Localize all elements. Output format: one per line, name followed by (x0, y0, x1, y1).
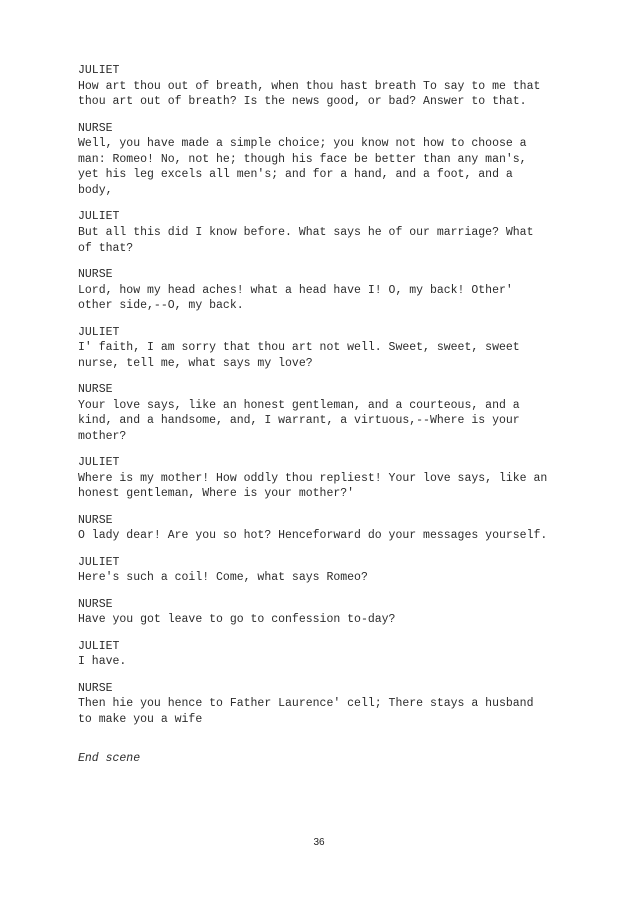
dialogue-line: man: Romeo! No, not he; though his face be better than any man's, (78, 152, 527, 166)
dialogue-line: I have. (78, 655, 127, 669)
page-number: 36 (313, 837, 325, 848)
dialogue-line: nurse, tell me, what says my love? (78, 356, 313, 370)
speaker-name: NURSE (78, 121, 113, 135)
dialogue-exchange (78, 639, 578, 670)
dialogue-line: I' faith, I am sorry that thou art not well. Sweet, sweet, sweet (78, 341, 520, 355)
dialogue-line: How art thou out of breath, when thou hast breath To say to me that (78, 79, 541, 93)
speaker-name: JULIET (78, 639, 120, 653)
dialogue-line: O lady dear! Are you so hot? Henceforward do your messages yourself. (78, 529, 548, 543)
speaker-name: NURSE (78, 383, 113, 397)
speaker-name: JULIET (78, 325, 120, 339)
dialogue-exchange (78, 681, 578, 728)
dialogue-exchange (78, 455, 578, 502)
dialogue-line: honest gentleman, Where is your mother?' (78, 487, 355, 501)
dialogue-line: other side,--O, my back. (78, 299, 244, 313)
script-text (78, 63, 578, 766)
speaker-name: NURSE (78, 513, 113, 527)
dialogue-line: yet his leg excels all men's; and for a hand, and a foot, and a (78, 168, 513, 182)
speaker-name: JULIET (78, 64, 120, 77)
dialogue-line: Your love says, like an honest gentleman, and a courteous, and a (78, 398, 520, 412)
dialogue-line: Lord, how my head aches! what a head have I! O, my back! Other' (78, 283, 513, 297)
speaker-name: NURSE (78, 681, 113, 695)
dialogue-exchange (78, 267, 578, 314)
dialogue-line: Well, you have made a simple choice; you know not how to choose a (78, 137, 527, 151)
end-scene-label: End scene (78, 751, 141, 765)
dialogue-exchange (78, 121, 578, 199)
dialogue-line: thou art out of breath? Is the news good, or bad? Answer to that. (78, 95, 527, 109)
dialogue-line: to make you a wife (78, 712, 203, 726)
dialogue-exchange (78, 513, 578, 544)
dialogue-line: of that? (78, 241, 134, 255)
dialogue-line: mother? (78, 429, 127, 443)
dialogue-line: kind, and a handsome, and, I warrant, a virtuous,--Where is your (78, 414, 520, 428)
dialogue-exchange (78, 209, 578, 256)
dialogue-line: Where is my mother! How oddly thou repliest! Your love says, like an (78, 471, 548, 485)
dialogue-line: body, (78, 183, 113, 197)
dialogue-exchange (78, 382, 578, 444)
dialogue-line: Then hie you hence to Father Laurence' cell; There stays a husband (78, 697, 534, 711)
speaker-name: NURSE (78, 267, 113, 281)
dialogue-exchange (78, 63, 578, 110)
dialogue-exchange (78, 597, 578, 628)
dialogue-line: Here's such a coil! Come, what says Romeo? (78, 571, 368, 585)
speaker-name: NURSE (78, 597, 113, 611)
speaker-name: JULIET (78, 456, 120, 470)
speaker-name: JULIET (78, 210, 120, 224)
dialogue-line: But all this did I know before. What says he of our marriage? What (78, 225, 534, 239)
dialogue-exchange (78, 325, 578, 372)
dialogue-line: Have you got leave to go to confession to-day? (78, 613, 396, 627)
dialogue-exchange (78, 555, 578, 586)
speaker-name: JULIET (78, 555, 120, 569)
